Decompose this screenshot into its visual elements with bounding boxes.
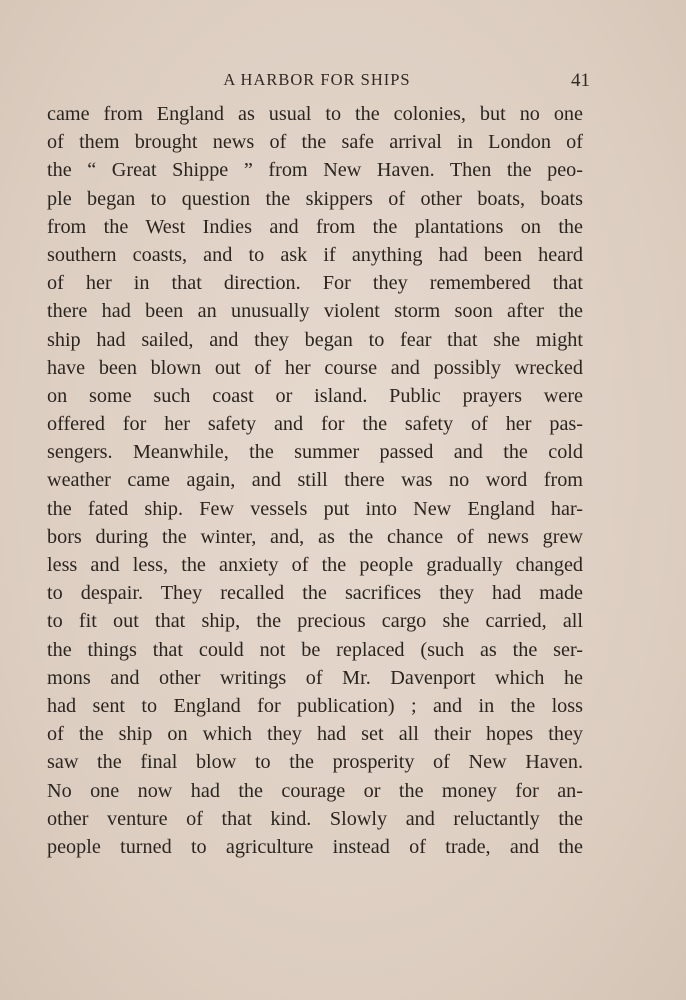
body-text [47,100,583,861]
page-number: 41 [571,70,590,91]
text-line: ship had sailed, and they began to fear that she might [47,328,583,351]
text-line: southern coasts, and to ask if anything had been heard [47,243,583,266]
text-line: mons and other writings of Mr. Davenport which he [47,666,583,689]
text-line: from the West Indies and from the plantations on the [47,215,583,238]
text-line: people turned to agriculture instead of trade, and the [47,835,583,858]
text-line: on some such coast or island. Public prayers were [47,384,583,407]
text-line: had sent to England for publication) ; and in the loss [47,694,583,717]
text-line: of them brought news of the safe arrival in London of [47,131,583,154]
text-line: there had been an unusually violent storm soon after the [47,300,583,323]
text-line: less and less, the anxiety of the people gradually changed [47,554,583,576]
text-line: offered for her safety and for the safety of her pas- [47,413,583,436]
running-head [47,70,590,94]
text-line: the fated ship. Few vessels put into New England har- [47,497,583,520]
text-line: the things that could not be replaced (such as the ser- [47,638,583,661]
text-line: of her in that direction. For they remembered that [47,272,583,295]
text-line: saw the final blow to the prosperity of New Haven. [47,751,583,774]
running-title: A HARBOR FOR SHIPS [223,70,411,89]
text-line: No one now had the courage or the money for an- [47,779,583,802]
text-line: the “ Great Shippe ” from New Haven. Then the peo- [47,159,583,182]
text-line: to despair. They recalled the sacrifices they had made [47,582,583,605]
text-line: sengers. Meanwhile, the summer passed and the cold [47,441,583,464]
text-line: to fit out that ship, the precious cargo she carried, all [47,610,583,633]
text-line: other venture of that kind. Slowly and reluctantly the [47,807,583,830]
text-line: weather came again, and still there was no word from [47,469,583,492]
text-line: bors during the winter, and, as the chance of news grew [47,525,583,548]
text-line: ple began to question the skippers of other boats, boats [47,187,583,210]
text-line: have been blown out of her course and possibly wrecked [47,356,583,379]
text-line: came from England as usual to the colonies, but no one [47,103,583,125]
text-line: of the ship on which they had set all their hopes they [47,723,583,746]
